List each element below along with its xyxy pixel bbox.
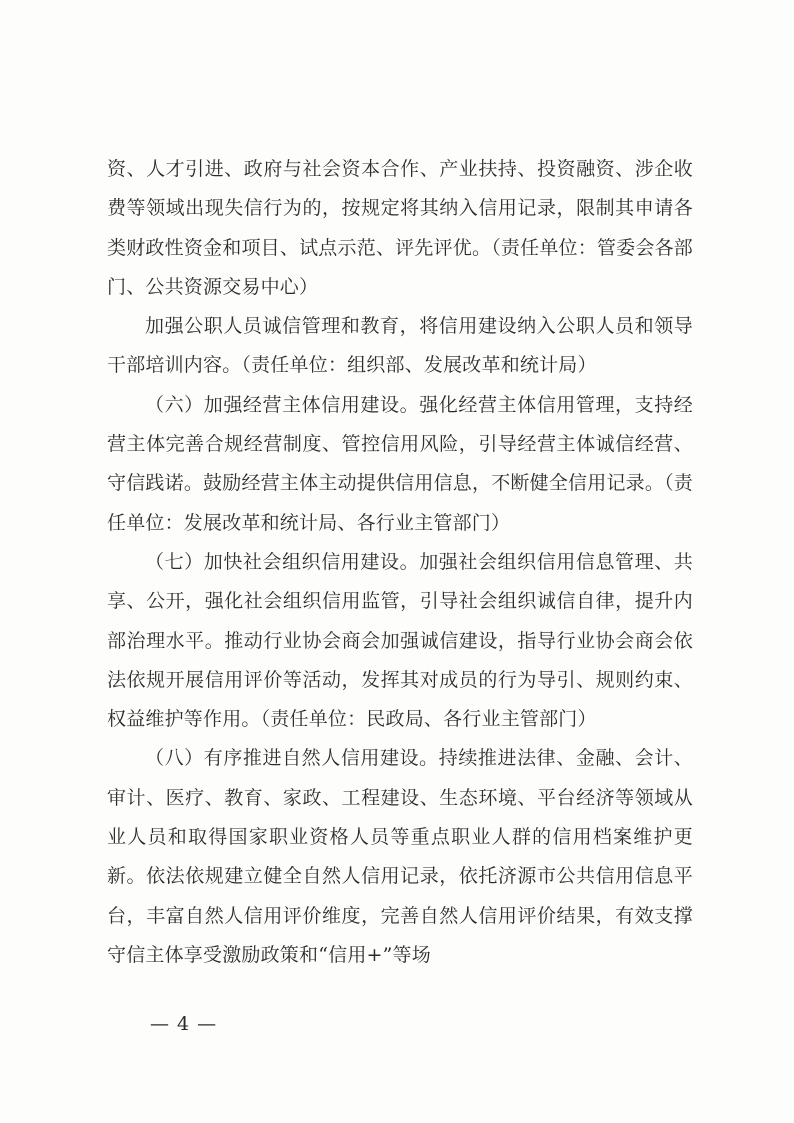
section-heading-7: （七）加快社会组织信用建设。 [145, 550, 420, 573]
document-body [107, 150, 693, 975]
section-heading-6: （六）加强经营主体信用建设。 [145, 393, 420, 416]
paragraph-text: 强化经营主体信用管理，支持经营主体完善合规经营制度、管控信用风险，引导经营主体诚信经营、守信践诺。鼓励经营主体主动提供信用信息，不断健全信用记录。（责任单位：发展改革和统计局、各行业主管部门） [107, 393, 693, 534]
page-number: — 4 — [150, 1013, 218, 1035]
paragraph-3 [107, 386, 693, 543]
paragraph-text: 持续推进法律、金融、会计、审计、医疗、教育、家政、工程建设、生态环境、平台经济等领域从业人员和取得国家职业资格人员等重点职业人群的信用档案维护更新。依法依规建立健全自然人信用记录，依托济源市公共信用信息平台，丰富自然人信用评价维度，完善自然人信用评价结果，有效支撑守信主体享受激励政策和“信用+”等场 [107, 747, 693, 966]
paragraph-1 [107, 150, 693, 307]
paragraph-text: 加强社会组织信用信息管理、共享、公开，强化社会组织信用监管，引导社会组织诚信自律，提升内部治理水平。推动行业协会商会加强诚信建设，指导行业协会商会依法依规开展信用评价等活动，发挥其对成员的行为导引、规则约束、权益维护等作用。（责任单位：民政局、各行业主管部门） [107, 550, 693, 731]
paragraph-4 [107, 543, 693, 739]
paragraph-text: 资、人才引进、政府与社会资本合作、产业扶持、投资融资、涉企收费等领域出现失信行为的，按规定将其纳入信用记录，限制其申请各类财政性资金和项目、试点示范、评先评优。（责任单位：管委会各部门、公共资源交易中心） [107, 158, 693, 298]
paragraph-2 [107, 307, 693, 386]
section-heading-8: （八）有序推进自然人信用建设。 [145, 747, 439, 770]
paragraph-text: 加强公职人员诚信管理和教育，将信用建设纳入公职人员和领导干部培训内容。（责任单位：组织部、发展改革和统计局） [107, 315, 693, 377]
paragraph-5 [107, 739, 693, 975]
